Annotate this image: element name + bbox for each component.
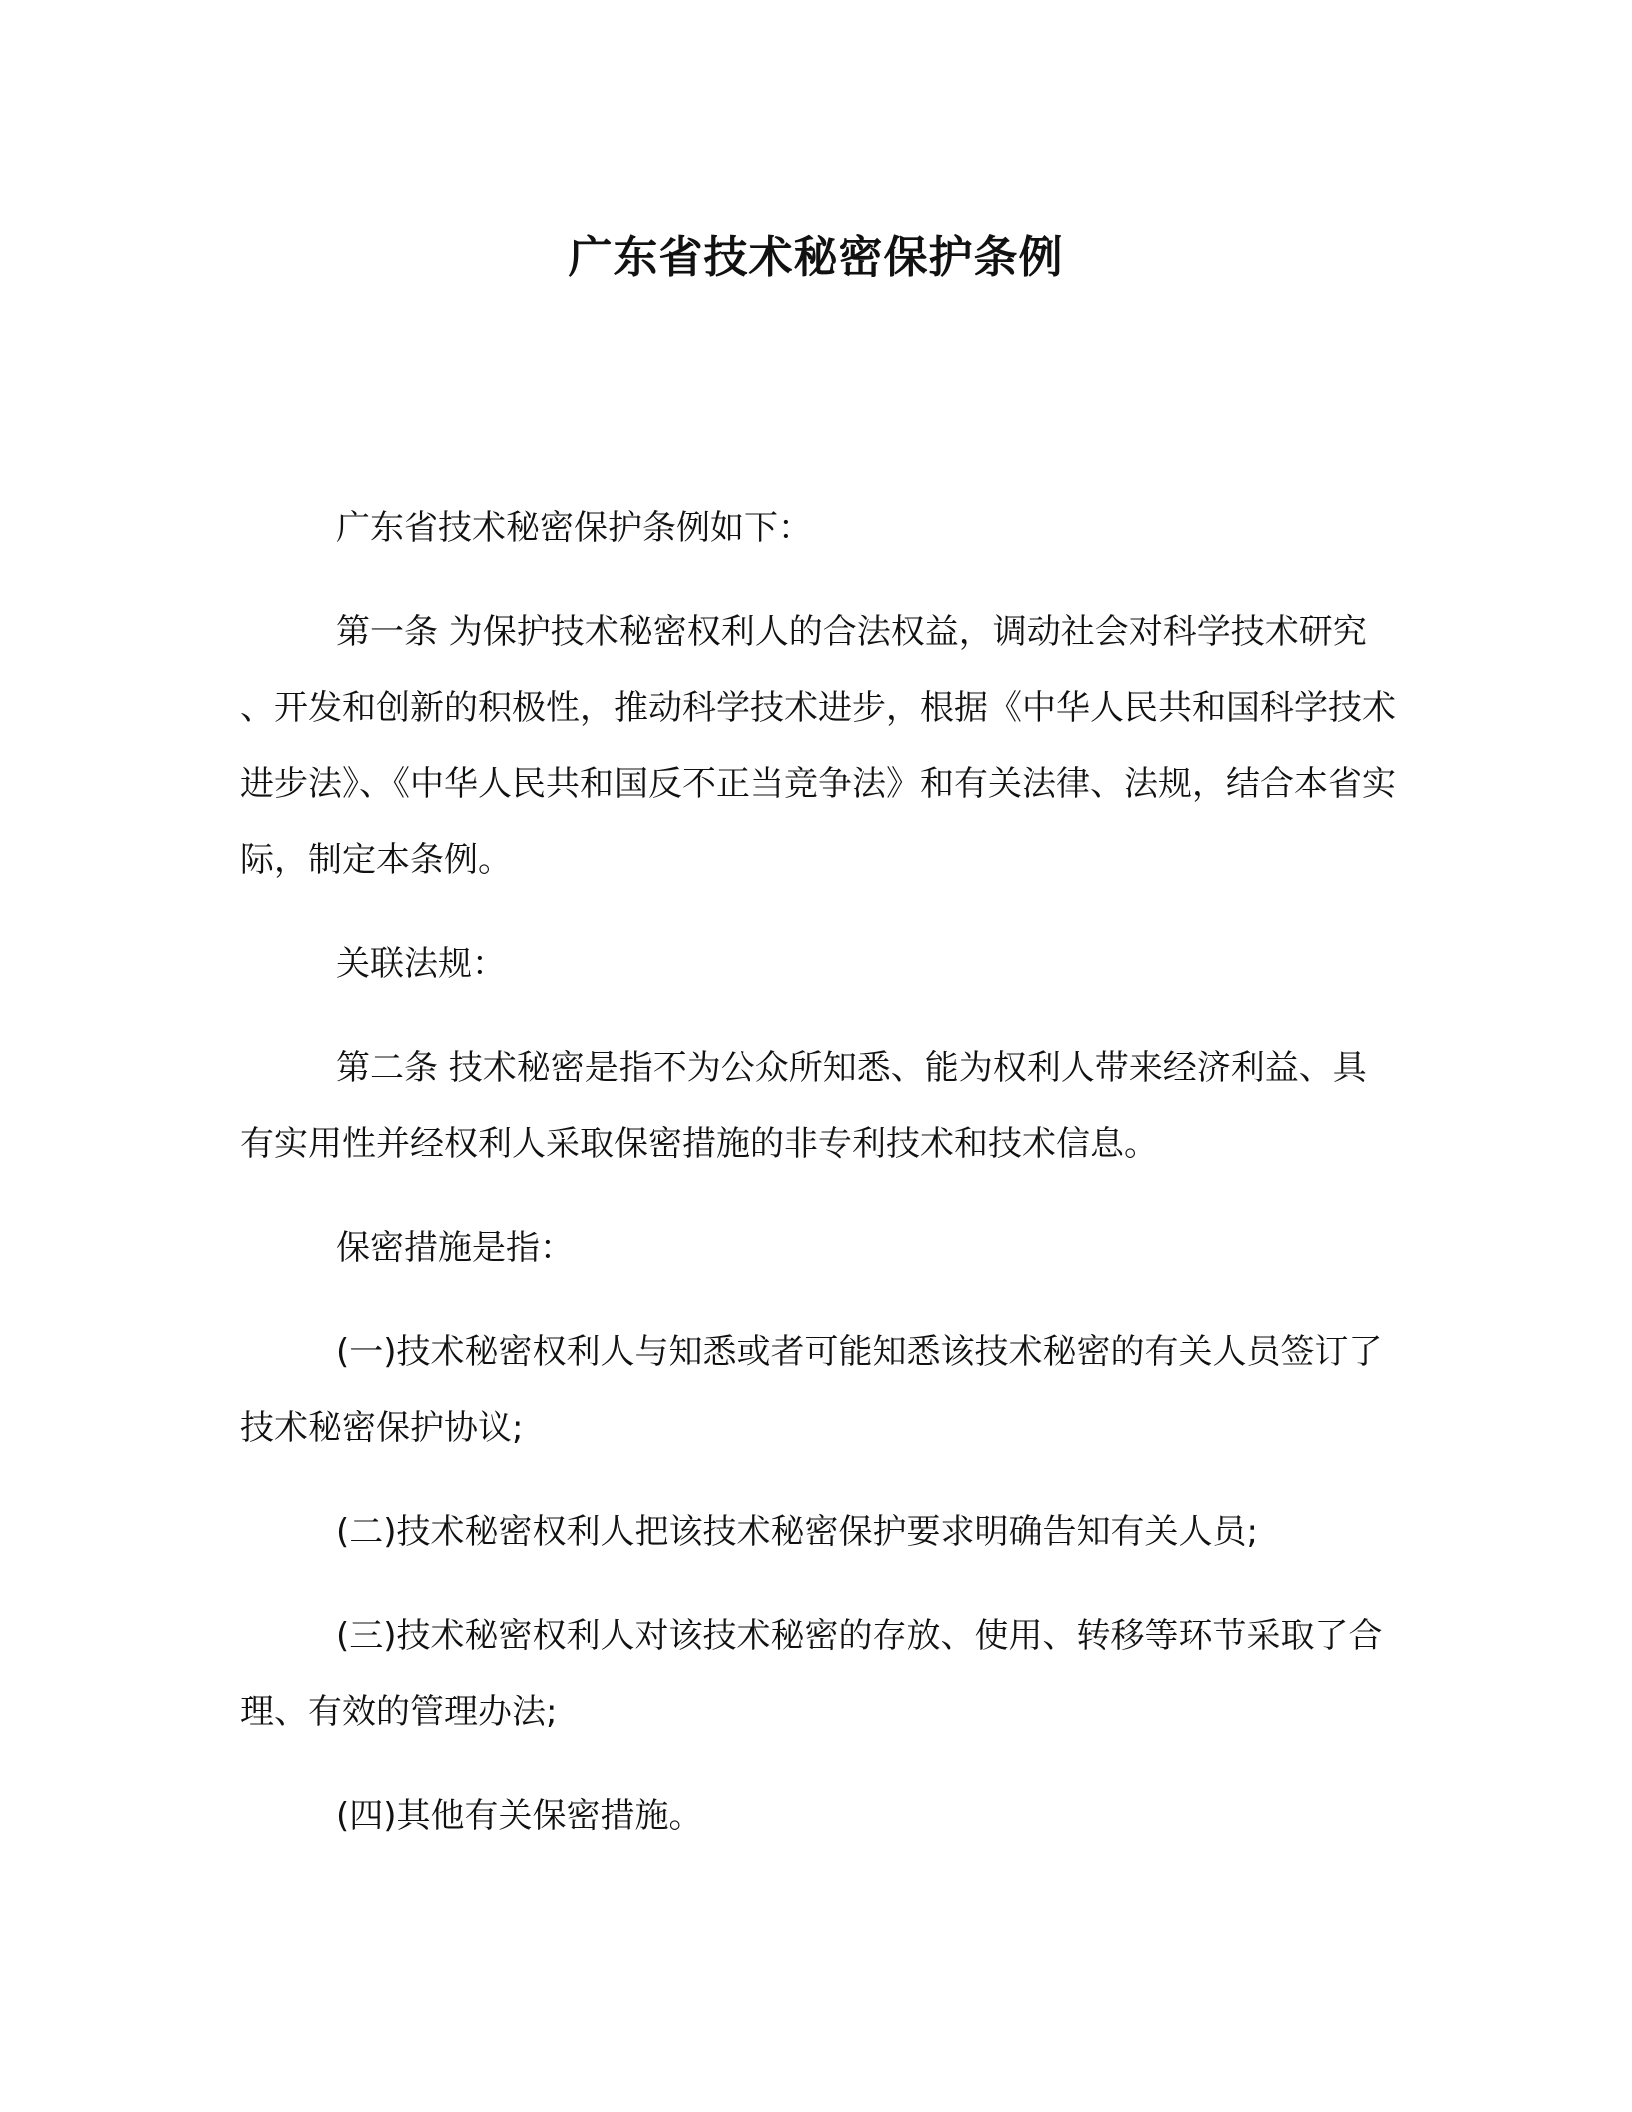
document-title: 广东省技术秘密保护条例 — [568, 232, 1064, 283]
document-body — [240, 490, 1400, 1882]
related-regulations-label: 关联法规： — [336, 944, 506, 984]
measure-item-2: (二)技术秘密权利人把该技术秘密保护要求明确告知有关人员; — [336, 1512, 1258, 1552]
article-2-paragraph: 第二条 技术秘密是指不为公众所知悉、能为权利人带来经济利益、具有实用性并经权利人采取保密措施的非专利技术和技术信息。 — [240, 1048, 1367, 1164]
measure-item-4: (四)其他有关保密措施。 — [336, 1796, 703, 1836]
confidentiality-measures-heading: 保密措施是指： — [336, 1228, 574, 1268]
measure-item-3: (三)技术秘密权利人对该技术秘密的存放、使用、转移等环节采取了合理、有效的管理办法; — [240, 1616, 1383, 1732]
article-1-paragraph: 第一条 为保护技术秘密权利人的合法权益，调动社会对科学技术研究、开发和创新的积极性，推动科学技术进步，根据《中华人民共和国科学技术进步法》、《中华人民共和国反不正当竞争法》和有关法律、法规，结合本省实际，制定本条例。 — [240, 612, 1396, 880]
intro-paragraph: 广东省技术秘密保护条例如下： — [336, 508, 812, 548]
measure-item-1: (一)技术秘密权利人与知悉或者可能知悉该技术秘密的有关人员签订了技术秘密保护协议; — [240, 1332, 1383, 1448]
